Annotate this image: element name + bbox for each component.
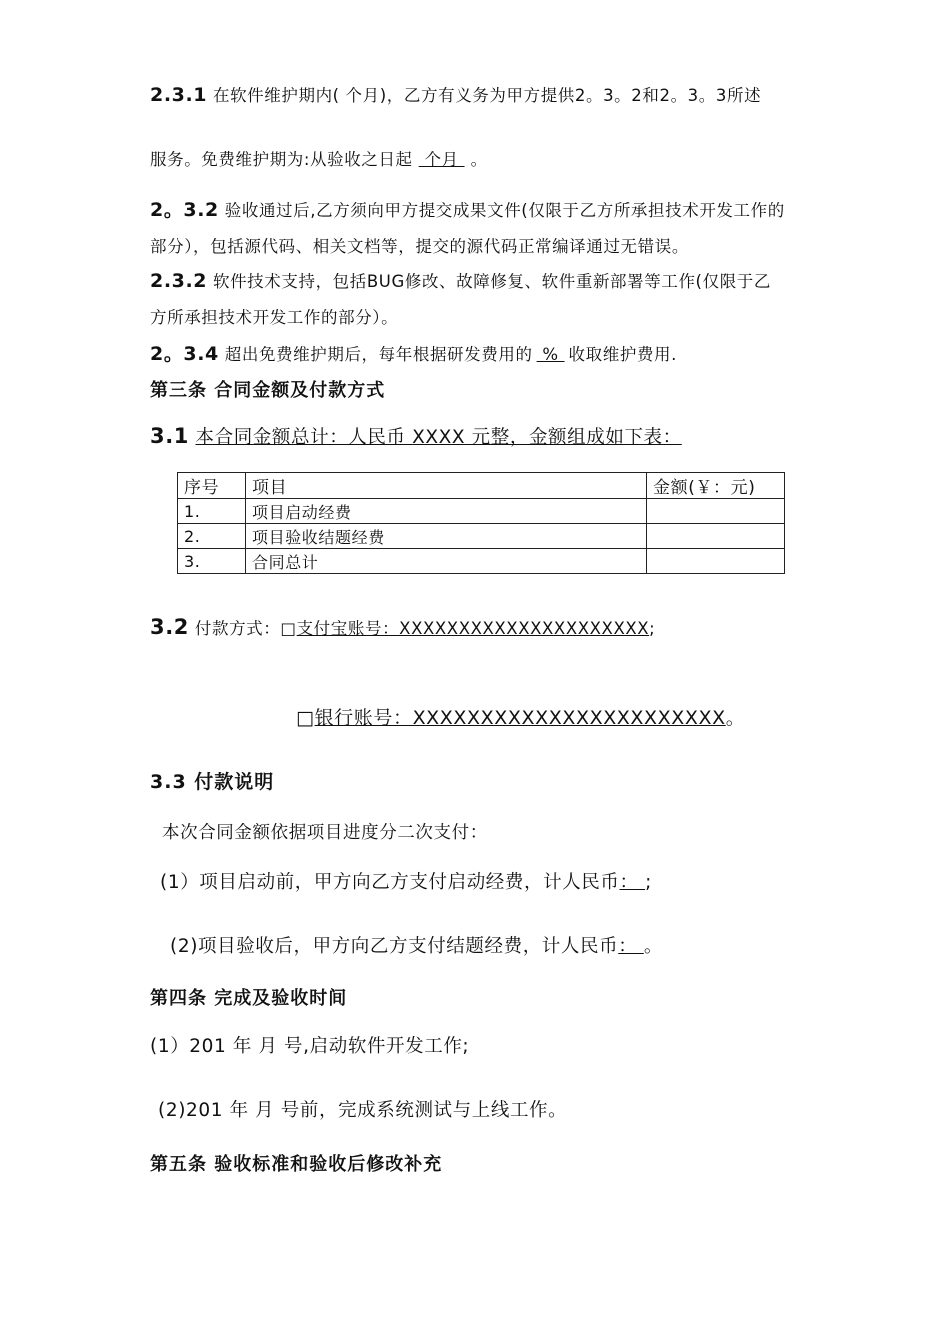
article-4-heading: 第四条 完成及验收时间 bbox=[150, 988, 348, 1009]
clause-number: 2。3.4 bbox=[150, 343, 219, 365]
clause-number: 2.3.1 bbox=[150, 84, 208, 106]
checkbox-alipay[interactable]: □ bbox=[280, 619, 297, 638]
clause-number: 3.1 bbox=[150, 424, 190, 448]
alipay-end: ; bbox=[649, 619, 656, 638]
col-header-amount: 金额(￥：元) bbox=[647, 473, 785, 499]
clause-text: 在软件维护期内( 个月)，乙方有义务为甲方提供2。3。2和2。3。3所述 bbox=[212, 86, 762, 105]
payment-text: (2)项目验收后，甲方向乙方支付结题经费，计人民币 bbox=[170, 936, 619, 957]
clause-3-3-heading: 3.3 付款说明 bbox=[150, 771, 275, 793]
clause-2-3-4 bbox=[150, 339, 677, 366]
bank-end: 。 bbox=[725, 707, 746, 729]
payment-end: 。 bbox=[643, 936, 663, 957]
clause-number: 2.3.2 bbox=[150, 270, 208, 292]
table-cell bbox=[647, 549, 785, 574]
table-cell: 项目启动经费 bbox=[246, 499, 647, 524]
clause-2-3-1-continued bbox=[150, 146, 488, 170]
clause-2-3-2-support bbox=[150, 268, 771, 292]
clause-text: 验收通过后,乙方须向甲方提交成果文件(仅限于乙方所承担技术开发工作的 bbox=[224, 201, 785, 220]
table-row bbox=[178, 549, 785, 574]
clause-text: 服务。免费维护期为:从验收之日起 bbox=[150, 150, 413, 169]
clause-3-2 bbox=[150, 615, 655, 639]
blank-amount: ： bbox=[619, 872, 646, 893]
payment-intro: 本次合同金额依据项目进度分二次支付： bbox=[162, 823, 488, 843]
blank-amount: ： bbox=[618, 936, 644, 957]
payment-method-label: 付款方式： bbox=[194, 619, 281, 638]
payment-end: ; bbox=[645, 872, 652, 893]
clause-text: 方所承担技术开发工作的部分）。 bbox=[150, 308, 399, 327]
schedule-item-2: (2)201 年 月 号前，完成系统测试与上线工作。 bbox=[158, 1100, 568, 1121]
table-cell bbox=[647, 524, 785, 549]
table-cell: 3. bbox=[178, 549, 246, 574]
blank-percent: % bbox=[536, 345, 565, 364]
alipay-account: 支付宝账号：XXXXXXXXXXXXXXXXXXXXX bbox=[296, 619, 650, 638]
clause-2-3-2 bbox=[150, 195, 785, 222]
table-cell: 合同总计 bbox=[246, 549, 647, 574]
clause-text: 软件技术支持，包括BUG修改、故障修复、软件重新部署等工作(仅限于乙 bbox=[212, 272, 771, 291]
bank-account: 银行账号：XXXXXXXXXXXXXXXXXXXXXXX bbox=[314, 707, 726, 729]
clause-number: 3.2 bbox=[150, 615, 190, 639]
clause-text: 超出免费维护期后，每年根据研发费用的 bbox=[224, 345, 533, 364]
clause-text-end: 收取维护费用. bbox=[568, 345, 677, 364]
table-header-row bbox=[178, 473, 785, 499]
table-cell: 1. bbox=[178, 499, 246, 524]
table-row bbox=[178, 524, 785, 549]
checkbox-bank[interactable]: □ bbox=[296, 707, 315, 729]
table-cell bbox=[647, 499, 785, 524]
clause-number: 2。3.2 bbox=[150, 199, 219, 221]
clause-text: 本合同金额总计：人民币 XXXX 元整，金额组成如下表： bbox=[195, 427, 682, 448]
bank-account-line bbox=[296, 703, 745, 730]
col-header-seq: 序号 bbox=[178, 473, 246, 499]
clause-text-end: 。 bbox=[470, 150, 488, 169]
table-cell: 项目验收结题经费 bbox=[246, 524, 647, 549]
table-row bbox=[178, 499, 785, 524]
payment-item-1 bbox=[160, 868, 652, 894]
clause-text: 部分），包括源代码、相关文档等，提交的源代码正常编译通过无错误。 bbox=[150, 237, 689, 256]
clause-2-3-1 bbox=[150, 82, 761, 106]
schedule-item-1: (1）201 年 月 号,启动软件开发工作; bbox=[150, 1036, 470, 1057]
clause-3-1 bbox=[150, 423, 682, 449]
payment-text: (1）项目启动前，甲方向乙方支付启动经费，计人民币 bbox=[160, 872, 620, 893]
clause-2-3-2-line2 bbox=[150, 233, 689, 257]
col-header-item: 项目 bbox=[246, 473, 647, 499]
article-3-heading: 第三条 合同金额及付款方式 bbox=[150, 380, 386, 401]
payment-item-2 bbox=[170, 932, 663, 958]
amount-table bbox=[177, 472, 785, 574]
blank-months: 个月 bbox=[418, 150, 465, 169]
clause-2-3-2-support-line2 bbox=[150, 304, 398, 328]
article-5-heading: 第五条 验收标准和验收后修改补充 bbox=[150, 1154, 443, 1175]
table-cell: 2. bbox=[178, 524, 246, 549]
